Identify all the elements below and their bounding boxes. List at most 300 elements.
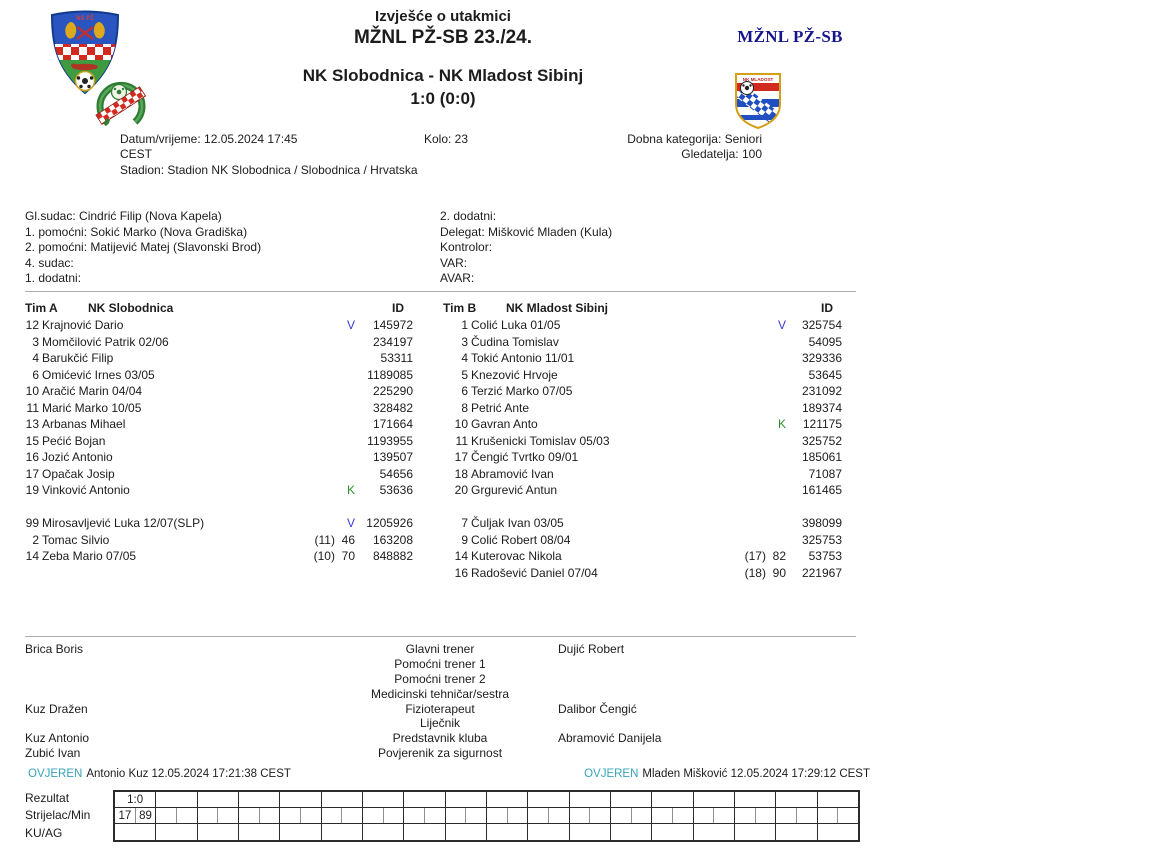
player-number: 20 — [454, 483, 468, 497]
home-verified-badge: OVJEREN — [28, 768, 83, 780]
team-a-table — [25, 299, 413, 565]
home-staff-name: Brica Boris — [25, 642, 84, 656]
scorer-minute — [797, 808, 817, 823]
substitution-info: (11) 46 — [314, 532, 355, 547]
player-name: Petrić Ante — [471, 400, 530, 415]
score-grid-row — [115, 824, 858, 839]
goalkeeper-mark: V — [346, 318, 355, 332]
staff-row — [25, 642, 855, 657]
team-b-player-row — [443, 466, 842, 483]
player-id: 325754 — [801, 318, 842, 332]
scorer-minute — [632, 808, 652, 823]
result-cell — [156, 792, 197, 808]
kuag-cell — [694, 824, 735, 839]
kuag-cell — [776, 824, 817, 839]
team-a-player-row — [25, 400, 413, 417]
mark-empty — [724, 383, 786, 400]
match-round: Kolo: 23 — [424, 132, 469, 146]
player-number: 8 — [461, 400, 468, 415]
away-club-crest-icon — [733, 71, 783, 129]
scorer-cell — [446, 808, 487, 824]
staff-role-label: Medicinski tehničar/sestra — [370, 686, 510, 701]
team-b-player-row — [443, 400, 842, 417]
match-title: NK Slobodnica - NK Mladost Sibinj — [302, 66, 584, 85]
mark-empty — [724, 532, 786, 549]
player-name: Aračić Marin 04/04 — [42, 384, 143, 398]
player-name: Tokić Antonio 11/01 — [471, 351, 575, 365]
away-staff-name: Dalibor Čengić — [558, 701, 637, 716]
mark-empty — [724, 466, 786, 483]
scorer-number — [239, 808, 260, 823]
team-b-player-row — [443, 317, 842, 334]
player-id: 121175 — [802, 417, 842, 431]
scorer-number — [652, 808, 673, 823]
player-number: 14 — [454, 549, 468, 563]
kuag-row-label: KU/AG — [25, 825, 63, 840]
player-name: Krajnović Dario — [42, 318, 124, 332]
scorer-minute — [425, 808, 445, 823]
player-id: 53636 — [379, 483, 413, 497]
away-staff-name: Dujić Robert — [558, 642, 625, 656]
kuag-cell — [446, 824, 487, 839]
team-a-name: NK Slobodnica — [88, 301, 174, 315]
player-id: 1205926 — [366, 516, 413, 530]
scorer-number — [404, 808, 425, 823]
score-grid — [113, 790, 860, 842]
result-cell — [404, 792, 445, 808]
svg-text:NS PŽ: NS PŽ — [76, 16, 94, 22]
staff-role-label: Fizioterapeut — [405, 701, 475, 716]
player-number: 4 — [32, 351, 39, 365]
team-b-player-row — [443, 334, 842, 351]
goalkeeper-mark: V — [777, 318, 786, 332]
scorer-cell — [818, 808, 858, 824]
home-signature-detail: Antonio Kuz 12.05.2024 17:21:38 CEST — [86, 768, 291, 780]
player-number: 16 — [454, 565, 468, 580]
scorer-row-label: Strijelac/Min — [25, 808, 91, 823]
scorer-cell — [115, 808, 156, 824]
competition-title: MŽNL PŽ-SB 23./24. — [353, 27, 533, 48]
player-id: 329336 — [801, 351, 842, 365]
team-b-header — [443, 299, 842, 317]
svg-text:NK MLADOST: NK MLADOST — [742, 77, 774, 82]
result-cell: 1:0 — [115, 792, 156, 808]
player-id: 1189085 — [367, 367, 413, 382]
team-b-roster — [443, 317, 842, 581]
kuag-cell — [487, 824, 528, 839]
staff-role-label: Predstavnik kluba — [392, 731, 488, 746]
delegate: Delegat: Mišković Mladen (Kula) — [440, 224, 613, 239]
staff-row — [25, 746, 855, 761]
result-cell — [652, 792, 693, 808]
league-badge: MŽNL PŽ-SB — [737, 27, 843, 46]
mark-empty — [293, 449, 355, 466]
substitution-info: (17) 82 — [744, 549, 786, 563]
scorer-minute — [590, 808, 610, 823]
home-staff-name — [25, 687, 325, 702]
result-cell — [487, 792, 528, 808]
player-id: 325752 — [801, 433, 842, 448]
player-id: 234197 — [372, 334, 413, 349]
team-a-player-row — [25, 466, 413, 483]
player-number: 12 — [25, 318, 39, 332]
away-staff-name — [555, 687, 855, 702]
additional-official-1: 1. dodatni: — [25, 271, 82, 286]
player-number: 9 — [461, 532, 468, 547]
home-staff-name — [25, 657, 325, 672]
player-number: 17 — [25, 466, 39, 481]
kuag-cell — [115, 824, 156, 839]
away-signature — [560, 768, 870, 780]
scorer-minute — [756, 808, 776, 823]
home-staff-name: Kuz Dražen — [25, 701, 88, 716]
scorer-number — [280, 808, 301, 823]
player-name: Marić Marko 10/05 — [42, 400, 142, 415]
scorer-cell — [528, 808, 569, 824]
result-row-label: Rezultat — [25, 791, 70, 805]
player-id: 54095 — [808, 334, 842, 349]
scorer-minute — [838, 808, 858, 823]
player-id: 54656 — [379, 466, 413, 481]
away-staff-name — [555, 657, 855, 672]
scorer-minute — [714, 808, 734, 823]
player-id: 163208 — [372, 532, 413, 547]
team-a-player-row — [25, 548, 413, 565]
scorer-cell — [280, 808, 321, 824]
player-id: 328482 — [372, 400, 413, 415]
mark-empty — [724, 482, 786, 499]
player-number: 1 — [461, 318, 468, 332]
scorer-cell — [156, 808, 197, 824]
player-number: 16 — [25, 450, 39, 464]
player-id: 185061 — [801, 450, 842, 464]
team-a-player-row — [25, 367, 413, 384]
match-info-right — [540, 132, 762, 163]
player-name: Čengić Tvrtko 09/01 — [471, 450, 579, 464]
away-staff-name — [555, 672, 855, 687]
scorer-cell — [198, 808, 239, 824]
result-cell — [570, 792, 611, 808]
player-name: Kuterovac Nikola — [471, 549, 562, 563]
player-number: 15 — [25, 433, 39, 448]
team-a-player-row — [25, 433, 413, 450]
scorer-minute — [673, 808, 693, 823]
attendance: Gledatelja: 100 — [681, 147, 762, 162]
scorer-number — [818, 808, 839, 823]
staff-row — [25, 716, 855, 731]
player-id: 1193955 — [367, 433, 413, 448]
player-number: 17 — [454, 450, 468, 464]
scorer-minute — [177, 808, 197, 823]
staff-row — [25, 731, 855, 746]
scorer-number — [776, 808, 797, 823]
player-name: Čudina Tomislav — [471, 334, 559, 349]
player-number: 7 — [461, 516, 468, 530]
player-number: 10 — [454, 417, 468, 431]
player-name: Gavran Anto — [471, 417, 538, 431]
scorer-minute — [508, 808, 528, 823]
match-timezone: CEST — [120, 147, 153, 162]
scorer-cell — [322, 808, 363, 824]
scorer-minute — [549, 808, 569, 823]
player-name: Tomac Silvio — [42, 532, 110, 547]
scorer-number — [570, 808, 591, 823]
staff-role-label: Pomoćni trener 1 — [394, 656, 486, 671]
team-a-id-header: ID — [392, 301, 404, 315]
player-number: 99 — [25, 516, 39, 530]
mark-empty — [724, 350, 786, 367]
player-id: 325753 — [801, 532, 842, 547]
officials-right — [440, 209, 612, 287]
player-name: Opačak Josip — [42, 466, 115, 481]
team-b-player-row — [443, 482, 842, 499]
scorer-number — [611, 808, 632, 823]
away-signature-detail: Mladen Mišković 12.05.2024 17:29:12 CEST — [642, 768, 870, 780]
goalkeeper-mark: V — [346, 516, 355, 530]
scorer-number — [735, 808, 756, 823]
report-header — [170, 8, 716, 109]
staff-role-label: Pomoćni trener 2 — [394, 671, 486, 686]
score-grid-labels — [25, 790, 90, 842]
scorer-number — [694, 808, 715, 823]
player-number: 6 — [461, 384, 468, 398]
staff-row — [25, 657, 855, 672]
kuag-cell — [652, 824, 693, 839]
player-id: 53645 — [808, 367, 842, 382]
player-number: 19 — [25, 483, 39, 497]
player-number: 14 — [25, 549, 39, 563]
scorer-cell — [694, 808, 735, 824]
team-a-player-row — [25, 416, 413, 433]
staff-row — [25, 687, 855, 702]
player-name: Pećić Bojan — [42, 433, 106, 448]
main-referee: Gl.sudac: Cindrić Filip (Nova Kapela) — [25, 209, 222, 223]
final-score: 1:0 (0:0) — [410, 89, 476, 108]
team-b-player-row — [443, 416, 842, 433]
scorer-minute — [342, 808, 362, 823]
kuag-cell — [322, 824, 363, 839]
player-id: 189374 — [801, 400, 842, 415]
age-category: Dobna kategorija: Seniori — [627, 132, 762, 146]
mark-empty — [293, 416, 355, 433]
team-a-player-row — [25, 317, 413, 334]
team-b-player-row — [443, 515, 842, 532]
player-number: 2 — [32, 532, 39, 547]
scorer-cell — [363, 808, 404, 824]
player-name: Abramović Ivan — [471, 466, 554, 481]
staff-role-label: Povjerenik za sigurnost — [377, 746, 503, 761]
team-b-player-row — [443, 383, 842, 400]
team-b-player-row — [443, 565, 842, 582]
team-b-id-header: ID — [821, 301, 833, 315]
team-a-player-row — [25, 482, 413, 499]
home-staff-name: Kuz Antonio — [25, 731, 90, 746]
staff-row — [25, 702, 855, 717]
substitution-info: (10) 70 — [313, 549, 355, 563]
scorer-number — [156, 808, 177, 823]
player-number: 4 — [461, 351, 468, 365]
player-name: Momčilović Patrik 02/06 — [42, 334, 169, 349]
captain-mark: K — [777, 417, 786, 431]
scorer-number — [528, 808, 549, 823]
player-id: 145972 — [372, 318, 413, 332]
scorer-cell — [487, 808, 528, 824]
team-b-player-row — [443, 433, 842, 450]
scorer-cell — [611, 808, 652, 824]
player-number: 5 — [461, 367, 468, 382]
scorer-number — [487, 808, 508, 823]
controller: Kontrolor: — [440, 240, 493, 255]
player-id: 225290 — [372, 384, 413, 398]
result-cell — [818, 792, 858, 808]
match-datetime: Datum/vrijeme: 12.05.2024 17:45 — [120, 132, 298, 146]
var-official: VAR: — [440, 255, 468, 270]
assistant-referee-2: 2. pomoćni: Matijević Matej (Slavonski Brod) — [25, 240, 262, 255]
player-id: 53311 — [380, 351, 413, 365]
team-b-table — [443, 299, 842, 581]
scorer-minute — [384, 808, 404, 823]
team-b-player-row — [443, 367, 842, 384]
result-cell — [446, 792, 487, 808]
mark-empty — [293, 334, 355, 351]
result-cell — [694, 792, 735, 808]
kuag-cell — [735, 824, 776, 839]
player-name: Vinković Antonio — [42, 483, 130, 497]
player-id: 53753 — [808, 549, 842, 563]
away-verified-badge: OVJEREN — [584, 768, 639, 780]
team-a-label: Tim A — [25, 301, 58, 315]
mark-empty — [293, 383, 355, 400]
mark-empty — [724, 515, 786, 532]
team-b-player-row — [443, 548, 842, 565]
home-staff-name: Zubić Ivan — [25, 746, 81, 761]
kuag-cell — [156, 824, 197, 839]
scorer-minute — [301, 808, 321, 823]
scorer-minute — [260, 808, 280, 823]
team-b-roster-spacer — [443, 499, 842, 516]
player-number: 3 — [461, 334, 468, 349]
mark-empty — [293, 350, 355, 367]
player-number: 13 — [25, 417, 39, 431]
player-name: Omićević Irnes 03/05 — [42, 367, 155, 382]
mark-empty — [724, 400, 786, 417]
team-a-player-row — [25, 449, 413, 466]
additional-official-2: 2. dodatni: — [440, 209, 497, 223]
player-name: Radošević Daniel 07/04 — [471, 565, 598, 580]
team-a-player-row — [25, 383, 413, 400]
staff-section — [25, 642, 855, 761]
result-cell — [322, 792, 363, 808]
player-name: Barukčić Filip — [42, 351, 114, 365]
officials-left — [25, 209, 261, 287]
scorer-number — [446, 808, 467, 823]
player-id: 171664 — [372, 417, 413, 431]
mark-empty — [293, 367, 355, 384]
player-id: 848882 — [372, 549, 413, 563]
scorer-cell — [652, 808, 693, 824]
player-name: Colić Luka 01/05 — [471, 318, 561, 332]
scorer-number — [363, 808, 384, 823]
kuag-cell — [528, 824, 569, 839]
avar-official: AVAR: — [440, 271, 475, 286]
player-number: 3 — [32, 334, 39, 349]
player-name: Knezović Hrvoje — [471, 367, 558, 382]
match-stadium: Stadion: Stadion NK Slobodnica / Slobodnica / Hrvatska — [120, 162, 418, 177]
assistant-referee-1: 1. pomoćni: Sokić Marko (Nova Gradiška) — [25, 224, 248, 239]
player-name: Terzić Marko 07/05 — [471, 384, 573, 398]
mark-empty — [724, 449, 786, 466]
team-a-player-row — [25, 334, 413, 351]
separator-line — [25, 291, 856, 292]
kuag-cell — [280, 824, 321, 839]
player-name: Jozić Antonio — [42, 450, 113, 464]
kuag-cell — [198, 824, 239, 839]
team-a-player-row — [25, 350, 413, 367]
staff-role-label: Liječnik — [419, 716, 461, 731]
scorer-cell — [404, 808, 445, 824]
player-number: 18 — [454, 466, 468, 481]
mark-empty — [293, 433, 355, 450]
team-a-player-row — [25, 515, 413, 532]
team-b-name: NK Mladost Sibinj — [506, 301, 608, 315]
player-id: 71087 — [808, 466, 842, 481]
player-name: Colić Robert 08/04 — [471, 532, 571, 547]
fourth-official: 4. sudac: — [25, 255, 74, 270]
kuag-cell — [818, 824, 858, 839]
match-info-left — [120, 132, 418, 178]
mark-empty — [724, 367, 786, 384]
mark-empty — [724, 433, 786, 450]
home-staff-name — [25, 672, 325, 687]
scorer-cell — [570, 808, 611, 824]
scorer-number — [198, 808, 219, 823]
scorer-cell — [776, 808, 817, 824]
player-number: 6 — [32, 367, 39, 382]
scorer-minute — [218, 808, 238, 823]
team-b-label: Tim B — [443, 301, 477, 315]
kuag-cell — [404, 824, 445, 839]
player-id: 221967 — [801, 565, 842, 580]
player-id: 161465 — [801, 483, 842, 497]
player-name: Zeba Mario 07/05 — [42, 549, 137, 563]
result-cell — [363, 792, 404, 808]
report-title: Izvješće o utakmici — [375, 8, 511, 25]
mark-empty — [293, 466, 355, 483]
team-b-player-row — [443, 350, 842, 367]
player-number: 11 — [455, 433, 468, 448]
scorer-cell — [735, 808, 776, 824]
kuag-cell — [570, 824, 611, 839]
home-club-crest-icon — [95, 70, 147, 128]
player-name: Arbanas Mihael — [42, 417, 126, 431]
player-name: Krušenicki Tomislav 05/03 — [471, 433, 610, 448]
scorer-number: 17 — [115, 808, 136, 823]
kuag-cell — [611, 824, 652, 839]
mark-empty — [724, 334, 786, 351]
away-staff-name — [555, 746, 855, 761]
player-number: 10 — [25, 384, 39, 398]
player-id: 398099 — [801, 516, 842, 530]
staff-role-label: Glavni trener — [405, 642, 475, 656]
player-id: 139507 — [372, 450, 413, 464]
result-cell — [735, 792, 776, 808]
result-cell — [198, 792, 239, 808]
score-grid-row — [115, 792, 858, 808]
separator-line — [25, 636, 856, 637]
team-b-player-row — [443, 449, 842, 466]
captain-mark: K — [346, 483, 355, 497]
result-cell — [776, 792, 817, 808]
